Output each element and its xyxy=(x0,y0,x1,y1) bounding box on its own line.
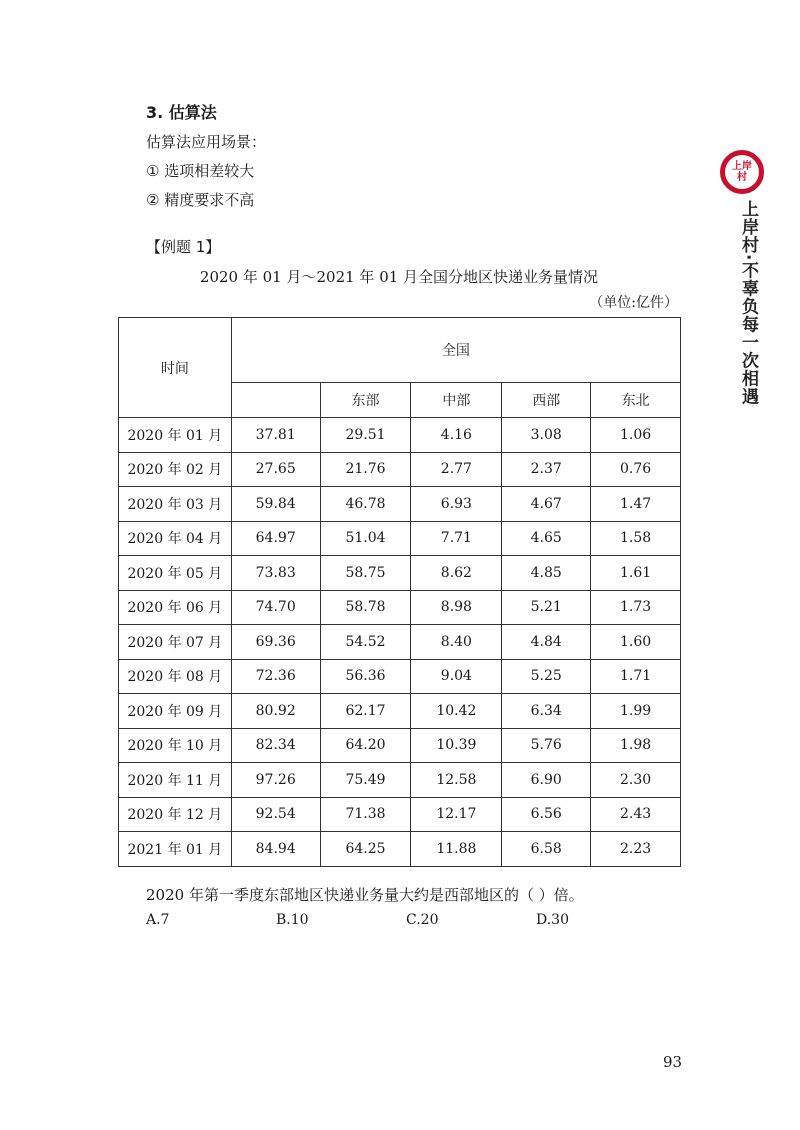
example-label: 【例题 1】 xyxy=(146,238,221,256)
row-value-cell: 59.84 xyxy=(231,487,320,522)
section-title: 3. 估算法 xyxy=(146,103,217,122)
scenario-item: ① 选项相差较大 xyxy=(146,162,255,180)
row-value-cell: 92.54 xyxy=(231,797,320,832)
brand-logo-mark xyxy=(725,155,759,189)
table-row xyxy=(119,556,681,591)
table-row xyxy=(119,521,681,556)
row-value-cell: 1.98 xyxy=(591,728,681,763)
row-time-cell: 2020 年 12 月 xyxy=(119,797,232,832)
brand-logo xyxy=(720,150,764,194)
option-b[interactable]: B.10 xyxy=(276,912,309,928)
table-row xyxy=(119,418,681,453)
brand-slogan: 上岸村·不辜负每一次相遇 xyxy=(738,200,758,406)
header-region: 西部 xyxy=(502,383,591,418)
row-value-cell: 84.94 xyxy=(231,832,320,867)
row-value-cell: 2.23 xyxy=(591,832,681,867)
row-time-cell: 2020 年 01 月 xyxy=(119,418,232,453)
row-value-cell: 8.62 xyxy=(411,556,502,591)
row-value-cell: 8.98 xyxy=(411,590,502,625)
header-national: 全国 xyxy=(231,318,680,383)
table-row xyxy=(119,763,681,798)
row-time-cell: 2020 年 05 月 xyxy=(119,556,232,591)
row-value-cell: 8.40 xyxy=(411,625,502,660)
logo-text: 村 xyxy=(737,172,747,183)
row-value-cell: 64.20 xyxy=(320,728,411,763)
row-value-cell: 6.58 xyxy=(502,832,591,867)
row-value-cell: 27.65 xyxy=(231,452,320,487)
table-row xyxy=(119,625,681,660)
row-value-cell: 2.37 xyxy=(502,452,591,487)
row-value-cell: 12.58 xyxy=(411,763,502,798)
row-time-cell: 2020 年 09 月 xyxy=(119,694,232,729)
row-time-cell: 2020 年 11 月 xyxy=(119,763,232,798)
header-national-total xyxy=(231,383,320,418)
table-row xyxy=(119,832,681,867)
table-row xyxy=(119,728,681,763)
option-c[interactable]: C.20 xyxy=(406,912,439,928)
table-row xyxy=(119,487,681,522)
row-value-cell: 6.34 xyxy=(502,694,591,729)
row-time-cell: 2020 年 02 月 xyxy=(119,452,232,487)
row-value-cell: 29.51 xyxy=(320,418,411,453)
row-time-cell: 2020 年 07 月 xyxy=(119,625,232,660)
row-value-cell: 0.76 xyxy=(591,452,681,487)
row-value-cell: 4.16 xyxy=(411,418,502,453)
table-body xyxy=(119,418,681,867)
row-value-cell: 9.04 xyxy=(411,659,502,694)
row-value-cell: 4.67 xyxy=(502,487,591,522)
row-time-cell: 2021 年 01 月 xyxy=(119,832,232,867)
row-value-cell: 72.36 xyxy=(231,659,320,694)
scenario-item: ② 精度要求不高 xyxy=(146,191,255,209)
row-value-cell: 80.92 xyxy=(231,694,320,729)
row-time-cell: 2020 年 06 月 xyxy=(119,590,232,625)
row-time-cell: 2020 年 04 月 xyxy=(119,521,232,556)
header-time: 时间 xyxy=(119,318,232,418)
page-number: 93 xyxy=(663,1053,683,1071)
row-value-cell: 1.06 xyxy=(591,418,681,453)
table-row xyxy=(119,452,681,487)
row-value-cell: 2.77 xyxy=(411,452,502,487)
row-value-cell: 73.83 xyxy=(231,556,320,591)
row-value-cell: 62.17 xyxy=(320,694,411,729)
row-value-cell: 3.08 xyxy=(502,418,591,453)
row-value-cell: 5.21 xyxy=(502,590,591,625)
row-value-cell: 51.04 xyxy=(320,521,411,556)
table-unit: （单位:亿件） xyxy=(589,295,678,311)
row-value-cell: 54.52 xyxy=(320,625,411,660)
row-value-cell: 1.99 xyxy=(591,694,681,729)
row-value-cell: 11.88 xyxy=(411,832,502,867)
row-value-cell: 7.71 xyxy=(411,521,502,556)
row-value-cell: 6.93 xyxy=(411,487,502,522)
row-value-cell: 10.39 xyxy=(411,728,502,763)
row-value-cell: 37.81 xyxy=(231,418,320,453)
row-value-cell: 1.71 xyxy=(591,659,681,694)
logo-text: 上岸 xyxy=(732,161,752,172)
row-value-cell: 82.34 xyxy=(231,728,320,763)
row-time-cell: 2020 年 03 月 xyxy=(119,487,232,522)
row-value-cell: 58.78 xyxy=(320,590,411,625)
table-row xyxy=(119,694,681,729)
section-intro xyxy=(146,128,266,215)
row-value-cell: 1.47 xyxy=(591,487,681,522)
row-time-cell: 2020 年 10 月 xyxy=(119,728,232,763)
table-row xyxy=(119,797,681,832)
table-row xyxy=(119,659,681,694)
row-value-cell: 71.38 xyxy=(320,797,411,832)
row-value-cell: 46.78 xyxy=(320,487,411,522)
row-value-cell: 6.90 xyxy=(502,763,591,798)
row-value-cell: 56.36 xyxy=(320,659,411,694)
option-a[interactable]: A.7 xyxy=(146,912,170,928)
row-value-cell: 2.30 xyxy=(591,763,681,798)
row-value-cell: 4.84 xyxy=(502,625,591,660)
row-value-cell: 64.25 xyxy=(320,832,411,867)
row-value-cell: 97.26 xyxy=(231,763,320,798)
row-value-cell: 21.76 xyxy=(320,452,411,487)
express-volume-table xyxy=(118,317,681,867)
row-value-cell: 2.43 xyxy=(591,797,681,832)
row-time-cell: 2020 年 08 月 xyxy=(119,659,232,694)
row-value-cell: 64.97 xyxy=(231,521,320,556)
table-row xyxy=(119,590,681,625)
row-value-cell: 12.17 xyxy=(411,797,502,832)
row-value-cell: 58.75 xyxy=(320,556,411,591)
row-value-cell: 1.61 xyxy=(591,556,681,591)
header-region: 东部 xyxy=(320,383,411,418)
row-value-cell: 4.85 xyxy=(502,556,591,591)
row-value-cell: 1.60 xyxy=(591,625,681,660)
row-value-cell: 69.36 xyxy=(231,625,320,660)
row-value-cell: 75.49 xyxy=(320,763,411,798)
header-region: 东北 xyxy=(591,383,681,418)
row-value-cell: 5.76 xyxy=(502,728,591,763)
row-value-cell: 1.58 xyxy=(591,521,681,556)
row-value-cell: 1.73 xyxy=(591,590,681,625)
row-value-cell: 4.65 xyxy=(502,521,591,556)
row-value-cell: 74.70 xyxy=(231,590,320,625)
section-subtitle: 估算法应用场景： xyxy=(146,133,267,151)
row-value-cell: 10.42 xyxy=(411,694,502,729)
row-value-cell: 6.56 xyxy=(502,797,591,832)
question-text: 2020 年第一季度东部地区快递业务量大约是西部地区的（ ）倍。 xyxy=(146,886,584,904)
header-region: 中部 xyxy=(411,383,502,418)
row-value-cell: 5.25 xyxy=(502,659,591,694)
table-title: 2020 年 01 月～2021 年 01 月全国分地区快递业务量情况 xyxy=(199,268,599,286)
option-d[interactable]: D.30 xyxy=(536,912,569,928)
